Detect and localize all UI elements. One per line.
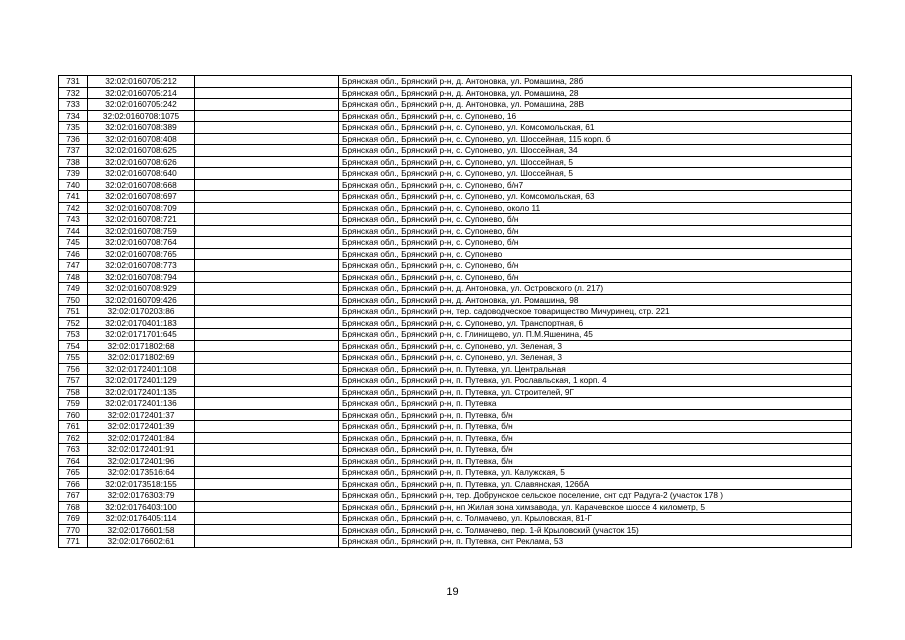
blank-cell [195, 283, 339, 295]
address-cell: Брянская обл., Брянский р-н, д. Антоновка, ул. Ромашина, 28 [339, 87, 852, 99]
table-row [59, 536, 852, 548]
blank-cell [195, 168, 339, 180]
table-row [59, 110, 852, 122]
table-row [59, 386, 852, 398]
blank-cell [195, 524, 339, 536]
table-row [59, 467, 852, 479]
blank-cell [195, 214, 339, 226]
table-row [59, 99, 852, 111]
blank-cell [195, 386, 339, 398]
blank-cell [195, 421, 339, 433]
table-row [59, 191, 852, 203]
table-row [59, 317, 852, 329]
blank-cell [195, 444, 339, 456]
blank-cell [195, 455, 339, 467]
row-number-cell: 758 [59, 386, 88, 398]
cadastral-number-cell: 32:02:0172401:84 [88, 432, 195, 444]
blank-cell [195, 536, 339, 548]
table-row [59, 294, 852, 306]
table-row [59, 329, 852, 341]
row-number-cell: 765 [59, 467, 88, 479]
row-number-cell: 731 [59, 76, 88, 88]
row-number-cell: 749 [59, 283, 88, 295]
address-cell: Брянская обл., Брянский р-н, с. Супонево, б/н [339, 260, 852, 272]
blank-cell [195, 110, 339, 122]
cadastral-number-cell: 32:02:0160708:668 [88, 179, 195, 191]
table-row [59, 76, 852, 88]
cadastral-number-cell: 32:02:0170401:183 [88, 317, 195, 329]
cadastral-number-cell: 32:02:0171701:645 [88, 329, 195, 341]
cadastral-number-cell: 32:02:0172401:135 [88, 386, 195, 398]
row-number-cell: 759 [59, 398, 88, 410]
blank-cell [195, 294, 339, 306]
blank-cell [195, 156, 339, 168]
address-cell: Брянская обл., Брянский р-н, с. Супонево, 16 [339, 110, 852, 122]
cadastral-number-cell: 32:02:0171802:68 [88, 340, 195, 352]
cadastral-number-cell: 32:02:0160708:764 [88, 237, 195, 249]
blank-cell [195, 352, 339, 364]
row-number-cell: 746 [59, 248, 88, 260]
address-cell: Брянская обл., Брянский р-н, д. Антоновка, ул. Ромашина, 98 [339, 294, 852, 306]
address-cell: Брянская обл., Брянский р-н, с. Супонево, ул. Зеленая, 3 [339, 340, 852, 352]
table-row [59, 398, 852, 410]
address-cell: Брянская обл., Брянский р-н, с. Супонево, ул. Шоссейная, 5 [339, 156, 852, 168]
row-number-cell: 732 [59, 87, 88, 99]
blank-cell [195, 248, 339, 260]
address-cell: Брянская обл., Брянский р-н, нп Жилая зона химзавода, ул. Карачевское шоссе 4 километр, 5 [339, 501, 852, 513]
table-row [59, 375, 852, 387]
row-number-cell: 757 [59, 375, 88, 387]
blank-cell [195, 99, 339, 111]
address-cell: Брянская обл., Брянский р-н, п. Путевка, ул. Строителей, 9Г [339, 386, 852, 398]
row-number-cell: 745 [59, 237, 88, 249]
address-cell: Брянская обл., Брянский р-н, д. Антоновка, ул. Островского (л. 217) [339, 283, 852, 295]
table-row [59, 260, 852, 272]
table-body [59, 76, 852, 548]
address-cell: Брянская обл., Брянский р-н, с. Супонево, ул. Зеленая, 3 [339, 352, 852, 364]
blank-cell [195, 375, 339, 387]
table-row [59, 478, 852, 490]
table-row [59, 501, 852, 513]
table-row [59, 156, 852, 168]
address-cell: Брянская обл., Брянский р-н, с. Супонево, ул. Комсомольская, 61 [339, 122, 852, 134]
cadastral-number-cell: 32:02:0160708:773 [88, 260, 195, 272]
row-number-cell: 733 [59, 99, 88, 111]
blank-cell [195, 501, 339, 513]
blank-cell [195, 122, 339, 134]
cadastral-number-cell: 32:02:0172401:96 [88, 455, 195, 467]
blank-cell [195, 317, 339, 329]
page-number: 19 [446, 586, 459, 598]
address-cell: Брянская обл., Брянский р-н, п. Путевка, б/н [339, 421, 852, 433]
table-row [59, 352, 852, 364]
blank-cell [195, 76, 339, 88]
blank-cell [195, 490, 339, 502]
cadastral-number-cell: 32:02:0173516:64 [88, 467, 195, 479]
cadastral-number-cell: 32:02:0160708:721 [88, 214, 195, 226]
cadastral-number-cell: 32:02:0172401:136 [88, 398, 195, 410]
row-number-cell: 739 [59, 168, 88, 180]
table-row [59, 409, 852, 421]
row-number-cell: 736 [59, 133, 88, 145]
address-cell: Брянская обл., Брянский р-н, с. Супонево, ул. Транспортная, 6 [339, 317, 852, 329]
table-row [59, 133, 852, 145]
table-row [59, 432, 852, 444]
address-cell: Брянская обл., Брянский р-н, с. Супонево, ул. Шоссейная, 115 корп. б [339, 133, 852, 145]
table-row [59, 168, 852, 180]
cadastral-number-cell: 32:02:0176602:61 [88, 536, 195, 548]
cadastral-number-cell: 32:02:0176601:58 [88, 524, 195, 536]
address-cell: Брянская обл., Брянский р-н, с. Супонево, б/н [339, 214, 852, 226]
address-cell: Брянская обл., Брянский р-н, п. Путевка, б/н [339, 409, 852, 421]
row-number-cell: 762 [59, 432, 88, 444]
cadastral-number-cell: 32:02:0160708:1075 [88, 110, 195, 122]
cadastral-number-cell: 32:02:0160708:765 [88, 248, 195, 260]
address-cell: Брянская обл., Брянский р-н, п. Путевка, б/н [339, 455, 852, 467]
blank-cell [195, 478, 339, 490]
cadastral-number-cell: 32:02:0160708:697 [88, 191, 195, 203]
address-cell: Брянская обл., Брянский р-н, с. Глинищево, ул. П.М.Яшенина, 45 [339, 329, 852, 341]
table-row [59, 421, 852, 433]
blank-cell [195, 87, 339, 99]
row-number-cell: 750 [59, 294, 88, 306]
row-number-cell: 768 [59, 501, 88, 513]
row-number-cell: 747 [59, 260, 88, 272]
row-number-cell: 743 [59, 214, 88, 226]
address-cell: Брянская обл., Брянский р-н, п. Путевка, ул. Рославльская, 1 корп. 4 [339, 375, 852, 387]
row-number-cell: 756 [59, 363, 88, 375]
row-number-cell: 752 [59, 317, 88, 329]
cadastral-number-cell: 32:02:0160705:242 [88, 99, 195, 111]
row-number-cell: 738 [59, 156, 88, 168]
table-row [59, 283, 852, 295]
address-cell: Брянская обл., Брянский р-н, с. Супонево [339, 248, 852, 260]
row-number-cell: 744 [59, 225, 88, 237]
row-number-cell: 755 [59, 352, 88, 364]
address-cell: Брянская обл., Брянский р-н, с. Супонево, около 11 [339, 202, 852, 214]
cadastral-number-cell: 32:02:0160708:389 [88, 122, 195, 134]
row-number-cell: 767 [59, 490, 88, 502]
row-number-cell: 753 [59, 329, 88, 341]
address-cell: Брянская обл., Брянский р-н, д. Антоновка, ул. Ромашина, 28б [339, 76, 852, 88]
blank-cell [195, 432, 339, 444]
address-cell: Брянская обл., Брянский р-н, п. Путевка, б/н [339, 444, 852, 456]
address-cell: Брянская обл., Брянский р-н, с. Толмачево, пер. 1-й Крыловский (участок 15) [339, 524, 852, 536]
address-cell: Брянская обл., Брянский р-н, д. Антоновка, ул. Ромашина, 28В [339, 99, 852, 111]
blank-cell [195, 179, 339, 191]
cadastral-number-cell: 32:02:0172401:108 [88, 363, 195, 375]
row-number-cell: 761 [59, 421, 88, 433]
cadastral-number-cell: 32:02:0173518:155 [88, 478, 195, 490]
blank-cell [195, 363, 339, 375]
cadastral-number-cell: 32:02:0170203:86 [88, 306, 195, 318]
table-row [59, 513, 852, 525]
property-register-table [58, 75, 852, 548]
table-row [59, 363, 852, 375]
address-cell: Брянская обл., Брянский р-н, с. Супонево, ул. Шоссейная, 5 [339, 168, 852, 180]
cadastral-number-cell: 32:02:0160708:408 [88, 133, 195, 145]
row-number-cell: 769 [59, 513, 88, 525]
table-row [59, 524, 852, 536]
row-number-cell: 740 [59, 179, 88, 191]
row-number-cell: 763 [59, 444, 88, 456]
table-row [59, 340, 852, 352]
table-row [59, 87, 852, 99]
blank-cell [195, 340, 339, 352]
address-cell: Брянская обл., Брянский р-н, п. Путевка, ул. Центральная [339, 363, 852, 375]
row-number-cell: 770 [59, 524, 88, 536]
address-cell: Брянская обл., Брянский р-н, тер. Добрунское сельское поселение, снт сдт Радуга-2 (участок 178 ) [339, 490, 852, 502]
blank-cell [195, 513, 339, 525]
blank-cell [195, 225, 339, 237]
address-cell: Брянская обл., Брянский р-н, с. Супонево, ул. Шоссейная, 34 [339, 145, 852, 157]
cadastral-number-cell: 32:02:0172401:91 [88, 444, 195, 456]
table-row [59, 225, 852, 237]
row-number-cell: 764 [59, 455, 88, 467]
blank-cell [195, 398, 339, 410]
table-row [59, 237, 852, 249]
address-cell: Брянская обл., Брянский р-н, тер. садоводческое товарищество Мичуринец, стр. 221 [339, 306, 852, 318]
cadastral-number-cell: 32:02:0160705:212 [88, 76, 195, 88]
blank-cell [195, 237, 339, 249]
cadastral-number-cell: 32:02:0160708:626 [88, 156, 195, 168]
table-row [59, 122, 852, 134]
table-row [59, 490, 852, 502]
row-number-cell: 741 [59, 191, 88, 203]
table-row [59, 271, 852, 283]
table-row [59, 306, 852, 318]
table-row [59, 202, 852, 214]
blank-cell [195, 191, 339, 203]
cadastral-number-cell: 32:02:0160708:794 [88, 271, 195, 283]
blank-cell [195, 467, 339, 479]
blank-cell [195, 202, 339, 214]
address-cell: Брянская обл., Брянский р-н, п. Путевка, ул. Славянская, 126бА [339, 478, 852, 490]
address-cell: Брянская обл., Брянский р-н, п. Путевка, б/н [339, 432, 852, 444]
row-number-cell: 760 [59, 409, 88, 421]
cadastral-number-cell: 32:02:0176405:114 [88, 513, 195, 525]
row-number-cell: 742 [59, 202, 88, 214]
cadastral-number-cell: 32:02:0160705:214 [88, 87, 195, 99]
address-cell: Брянская обл., Брянский р-н, с. Толмачево, ул. Крыловская, 81-Г [339, 513, 852, 525]
row-number-cell: 754 [59, 340, 88, 352]
blank-cell [195, 271, 339, 283]
row-number-cell: 748 [59, 271, 88, 283]
table-row [59, 444, 852, 456]
table-row [59, 455, 852, 467]
cadastral-number-cell: 32:02:0172401:129 [88, 375, 195, 387]
blank-cell [195, 260, 339, 272]
address-cell: Брянская обл., Брянский р-н, с. Супонево, ул. Комсомольская, 63 [339, 191, 852, 203]
row-number-cell: 766 [59, 478, 88, 490]
address-cell: Брянская обл., Брянский р-н, с. Супонево, б/н [339, 225, 852, 237]
cadastral-number-cell: 32:02:0160709:426 [88, 294, 195, 306]
address-cell: Брянская обл., Брянский р-н, п. Путевка, снт Реклама, 53 [339, 536, 852, 548]
blank-cell [195, 306, 339, 318]
cadastral-number-cell: 32:02:0176403:100 [88, 501, 195, 513]
cadastral-number-cell: 32:02:0171802:69 [88, 352, 195, 364]
blank-cell [195, 145, 339, 157]
cadastral-number-cell: 32:02:0160708:759 [88, 225, 195, 237]
blank-cell [195, 409, 339, 421]
cadastral-number-cell: 32:02:0172401:37 [88, 409, 195, 421]
table-row [59, 248, 852, 260]
blank-cell [195, 329, 339, 341]
address-cell: Брянская обл., Брянский р-н, п. Путевка, ул. Калужская, 5 [339, 467, 852, 479]
row-number-cell: 737 [59, 145, 88, 157]
cadastral-number-cell: 32:02:0160708:929 [88, 283, 195, 295]
table-row [59, 214, 852, 226]
row-number-cell: 771 [59, 536, 88, 548]
table-row [59, 145, 852, 157]
cadastral-number-cell: 32:02:0176303:79 [88, 490, 195, 502]
row-number-cell: 734 [59, 110, 88, 122]
row-number-cell: 735 [59, 122, 88, 134]
address-cell: Брянская обл., Брянский р-н, п. Путевка [339, 398, 852, 410]
address-cell: Брянская обл., Брянский р-н, с. Супонево, б/н [339, 271, 852, 283]
row-number-cell: 751 [59, 306, 88, 318]
address-cell: Брянская обл., Брянский р-н, с. Супонево, б/н7 [339, 179, 852, 191]
cadastral-number-cell: 32:02:0160708:709 [88, 202, 195, 214]
cadastral-number-cell: 32:02:0172401:39 [88, 421, 195, 433]
table-row [59, 179, 852, 191]
address-cell: Брянская обл., Брянский р-н, с. Супонево, б/н [339, 237, 852, 249]
cadastral-number-cell: 32:02:0160708:640 [88, 168, 195, 180]
cadastral-number-cell: 32:02:0160708:625 [88, 145, 195, 157]
blank-cell [195, 133, 339, 145]
